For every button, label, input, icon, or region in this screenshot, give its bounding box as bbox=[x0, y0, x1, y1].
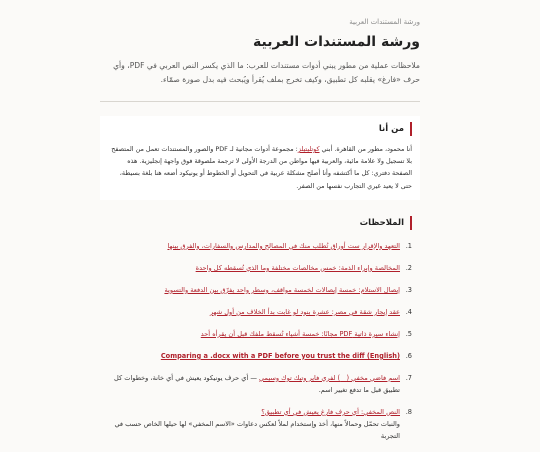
kutlitilz-link[interactable]: كوتليتيلز bbox=[297, 145, 320, 153]
list-item bbox=[108, 350, 412, 362]
page-title: ورشة المستندات العربية bbox=[253, 34, 420, 50]
list-item bbox=[108, 240, 412, 252]
note-description-cut: والنبات تحمّل وحمالاً منها، أخذ وإستخدام لملاً لعكس دعاوات «الاسم المخفي» لها حيلها الخاص حسب في التجربة bbox=[114, 419, 400, 440]
item-number: 6. bbox=[405, 351, 412, 360]
about-prefix: أنا محمود، مطور من القاهرة. أبني bbox=[319, 145, 412, 153]
note-link-english[interactable]: Comparing a .docx with a PDF before you trust the diff (English) bbox=[160, 351, 400, 360]
item-number: 3. bbox=[405, 285, 412, 294]
about-card bbox=[100, 116, 420, 200]
about-text bbox=[108, 143, 412, 192]
item-number: 8. bbox=[405, 407, 412, 416]
content-column bbox=[100, 0, 420, 452]
note-link[interactable]: عقد إيجار شقة في مصر: عشرة بنود لو غابت بدأ الخلاف من أول شهر bbox=[209, 307, 400, 316]
notes-header bbox=[108, 216, 412, 230]
about-header bbox=[108, 122, 412, 136]
lead-paragraph: ملاحظات عملية من مطور يبني أدوات مستندات للعرب: ما الذي يكسر النص العربي في PDF، وأي حرف «فارغ» يقلبه كل تطبيق، وكيف تخرج بملف يُقرأ ويُبحث فيه بدل صورة صمّاء. bbox=[113, 61, 420, 84]
notes-list bbox=[108, 240, 412, 442]
item-number: 5. bbox=[405, 329, 412, 338]
accent-bar bbox=[410, 216, 412, 230]
accent-bar bbox=[410, 122, 412, 136]
list-item bbox=[108, 328, 412, 340]
note-link[interactable]: اسم فاضي مخفي (ㅤ) لفري فاير وتيك توك وسيمي bbox=[259, 373, 400, 382]
notes-section bbox=[100, 210, 420, 442]
note-link[interactable]: إنشاء سيرة ذاتية PDF مجانًا: خمسة أشياء تُسقط ملفك قبل أن يقرأه أحد bbox=[200, 329, 400, 338]
list-item bbox=[108, 372, 412, 396]
about-suffix: : مجموعة أدوات مجانية لـ PDF والصور والمستندات تعمل من المتصفح بلا تسجيل ولا علامة مائية، والعربية فيها مواطن من الدرجة الأولى لا ترجمة ملصوقة فوق واجهة إنجليزية. هذه الصفحة دفتري: كل ما أكتشفه وأنا أصلح مشكلة عربية في التحويل أو الخطوط أو يونيكود أضعه هنا بلغة بسيطة، حتى لا يعيد غيري التجارب نفسها من الصفر. bbox=[111, 145, 412, 190]
note-link[interactable]: المخالصة وإبراء الذمة: خمس مخالصات مختلفة وما الذي تُسقطه كل واحدة bbox=[195, 263, 400, 272]
divider bbox=[100, 101, 420, 102]
note-link[interactable]: التعهد والإقرار ست أوراق تُطلب منك في المصالح والمدارس والسفارات، والفرق بينها bbox=[167, 241, 400, 250]
notes-heading: الملاحظات bbox=[359, 217, 404, 228]
breadcrumb[interactable]: ورشة المستندات العربية bbox=[349, 18, 420, 26]
item-number: 4. bbox=[405, 307, 412, 316]
item-number: 7. bbox=[405, 373, 412, 382]
note-link[interactable]: النص المخفي: أي حرف فارغ يعيش في أي تطبيق؟ bbox=[261, 407, 400, 416]
item-number: 1. bbox=[405, 241, 412, 250]
note-description: — أي حرف يونيكود يعيش في أي خانة، وخطوات كل تطبيق قبل ما تدفع تغيير اسم. bbox=[114, 373, 400, 394]
item-number: 2. bbox=[405, 263, 412, 272]
note-link[interactable]: إيصال الاستلام: خمسة إيصالات لخمسة مواقف، وسطر واحد يفرّق بين الدفعة والتسوية bbox=[164, 285, 400, 294]
about-heading: من أنا bbox=[378, 124, 404, 134]
list-item bbox=[108, 306, 412, 318]
list-item bbox=[108, 262, 412, 274]
list-item bbox=[108, 406, 412, 442]
list-item bbox=[108, 284, 412, 296]
